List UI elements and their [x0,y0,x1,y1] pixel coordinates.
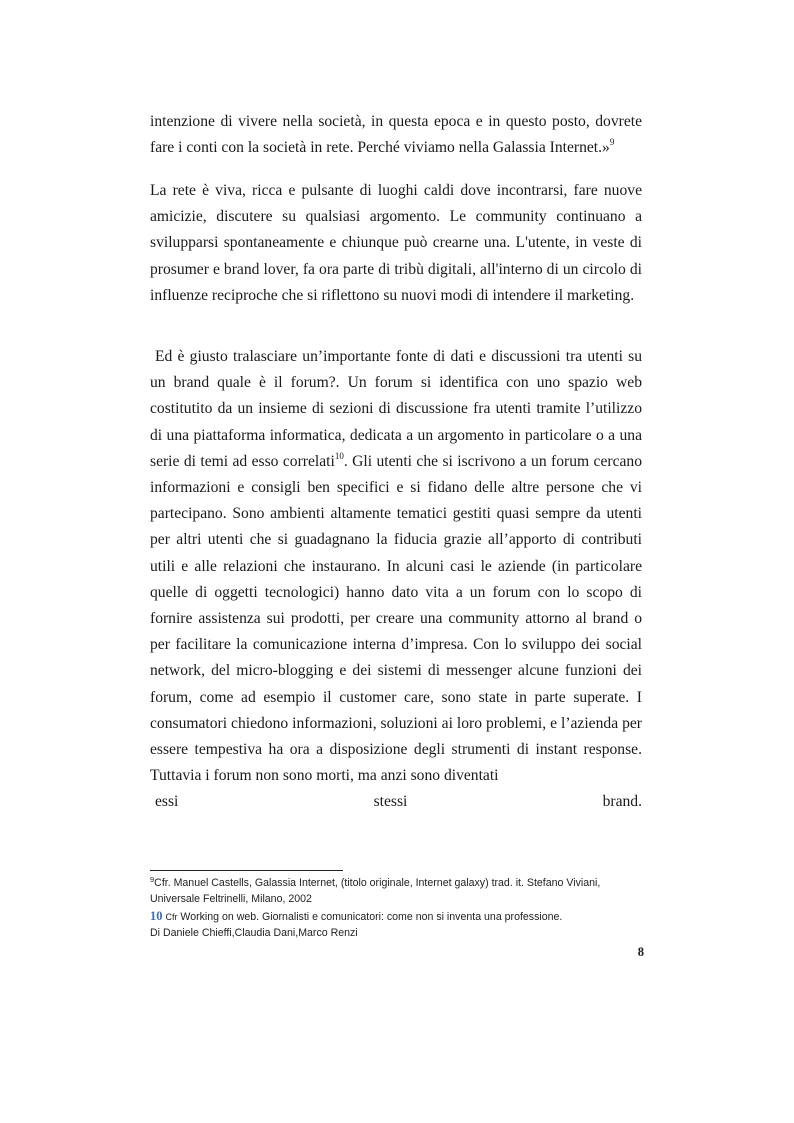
footnote-9-number: 9 [150,875,155,884]
paragraph-3-text-a: Ed è giusto tralasciare un’importante fonte di dati e discussioni tra utenti su un brand quale è il forum?. Un forum si identifica con uno spazio web costitutito da un insieme di sezioni di discussione fra utenti tramite l’utilizzo di una piattaforma informatica, dedicata a un argomento in particolare o a una serie di temi ad esso correlati [150,348,642,470]
paragraph-3-last-line: essi stessi brand. [155,793,642,811]
footnote-ref-10[interactable]: 10 [334,450,344,461]
footnote-ref-9[interactable]: 9 [609,137,615,148]
paragraph-1-text: intenzione di vivere nella società, in questa epoca e in questo posto, dovrete fare i conti con la società in rete. Perché viviamo nella Galassia Internet.» [150,113,642,157]
footnotes [150,876,642,941]
footnote-separator [150,870,343,871]
footnote-10-number: 10 [150,909,163,923]
footnote-10-cfr: Cfr [165,912,178,922]
footnote-10-text: Working on web. Giornalisti e comunicatori: come non si inventa una professione. [177,911,563,923]
footnote-10 [150,909,642,926]
footnote-9 [150,876,642,907]
paragraph-1 [150,109,642,161]
footnote-10-authors: Di Daniele Chieffi,Claudia Dani,Marco Renzi [150,926,358,939]
footnote-9-text: Cfr. Manuel Castells, Galassia Internet, (titolo originale, Internet galaxy) trad. it. Stefano Viviani, Universale Feltrinelli, Milano, 2002 [150,877,601,905]
paragraph-3-text-b: . Gli utenti che si iscrivono a un forum cercano informazioni e consigli ben specifici e si fidano delle altre persone che vi partecipano. Sono ambienti altamente tematici gestiti quasi sempre da utenti per altri utenti che si guadagnano la fiducia grazie all’apporto di contributi utili e alle relazioni che instaurano. In alcuni casi le aziende (in particolare quelle di oggetti tecnologici) hanno dato vita a un forum con lo scopo di fornire assistenza sui prodotti, per creare una community attorno al brand o per facilitare la comunicazione interna d’impresa. Con lo sviluppo dei social network, del micro-blogging e dei sistemi di messenger alcune funzioni dei forum, come ad esempio il customer care, sono state in parte superate. I consumatori chiedono informazioni, soluzioni ai loro problemi, e l’azienda per essere tempestiva ha ora a disposizione degli strumenti di instant response. Tuttavia i forum non sono morti, ma anzi sono diventati [150,452,643,785]
page-number: 8 [637,945,644,959]
paragraph-3 [150,344,642,816]
paragraph-2: La rete è viva, ricca e pulsante di luoghi caldi dove incontrarsi, fare nuove amicizie, discutere su qualsiasi argomento. Le community continuano a svilupparsi spontaneamente e chiunque può crearne una. L'utente, in veste di prosumer e brand lover, fa ora parte di tribù digitali, all'interno di un circolo di influenze reciproche che si riflettono su nuovi modi di intendere il marketing. [150,182,642,304]
